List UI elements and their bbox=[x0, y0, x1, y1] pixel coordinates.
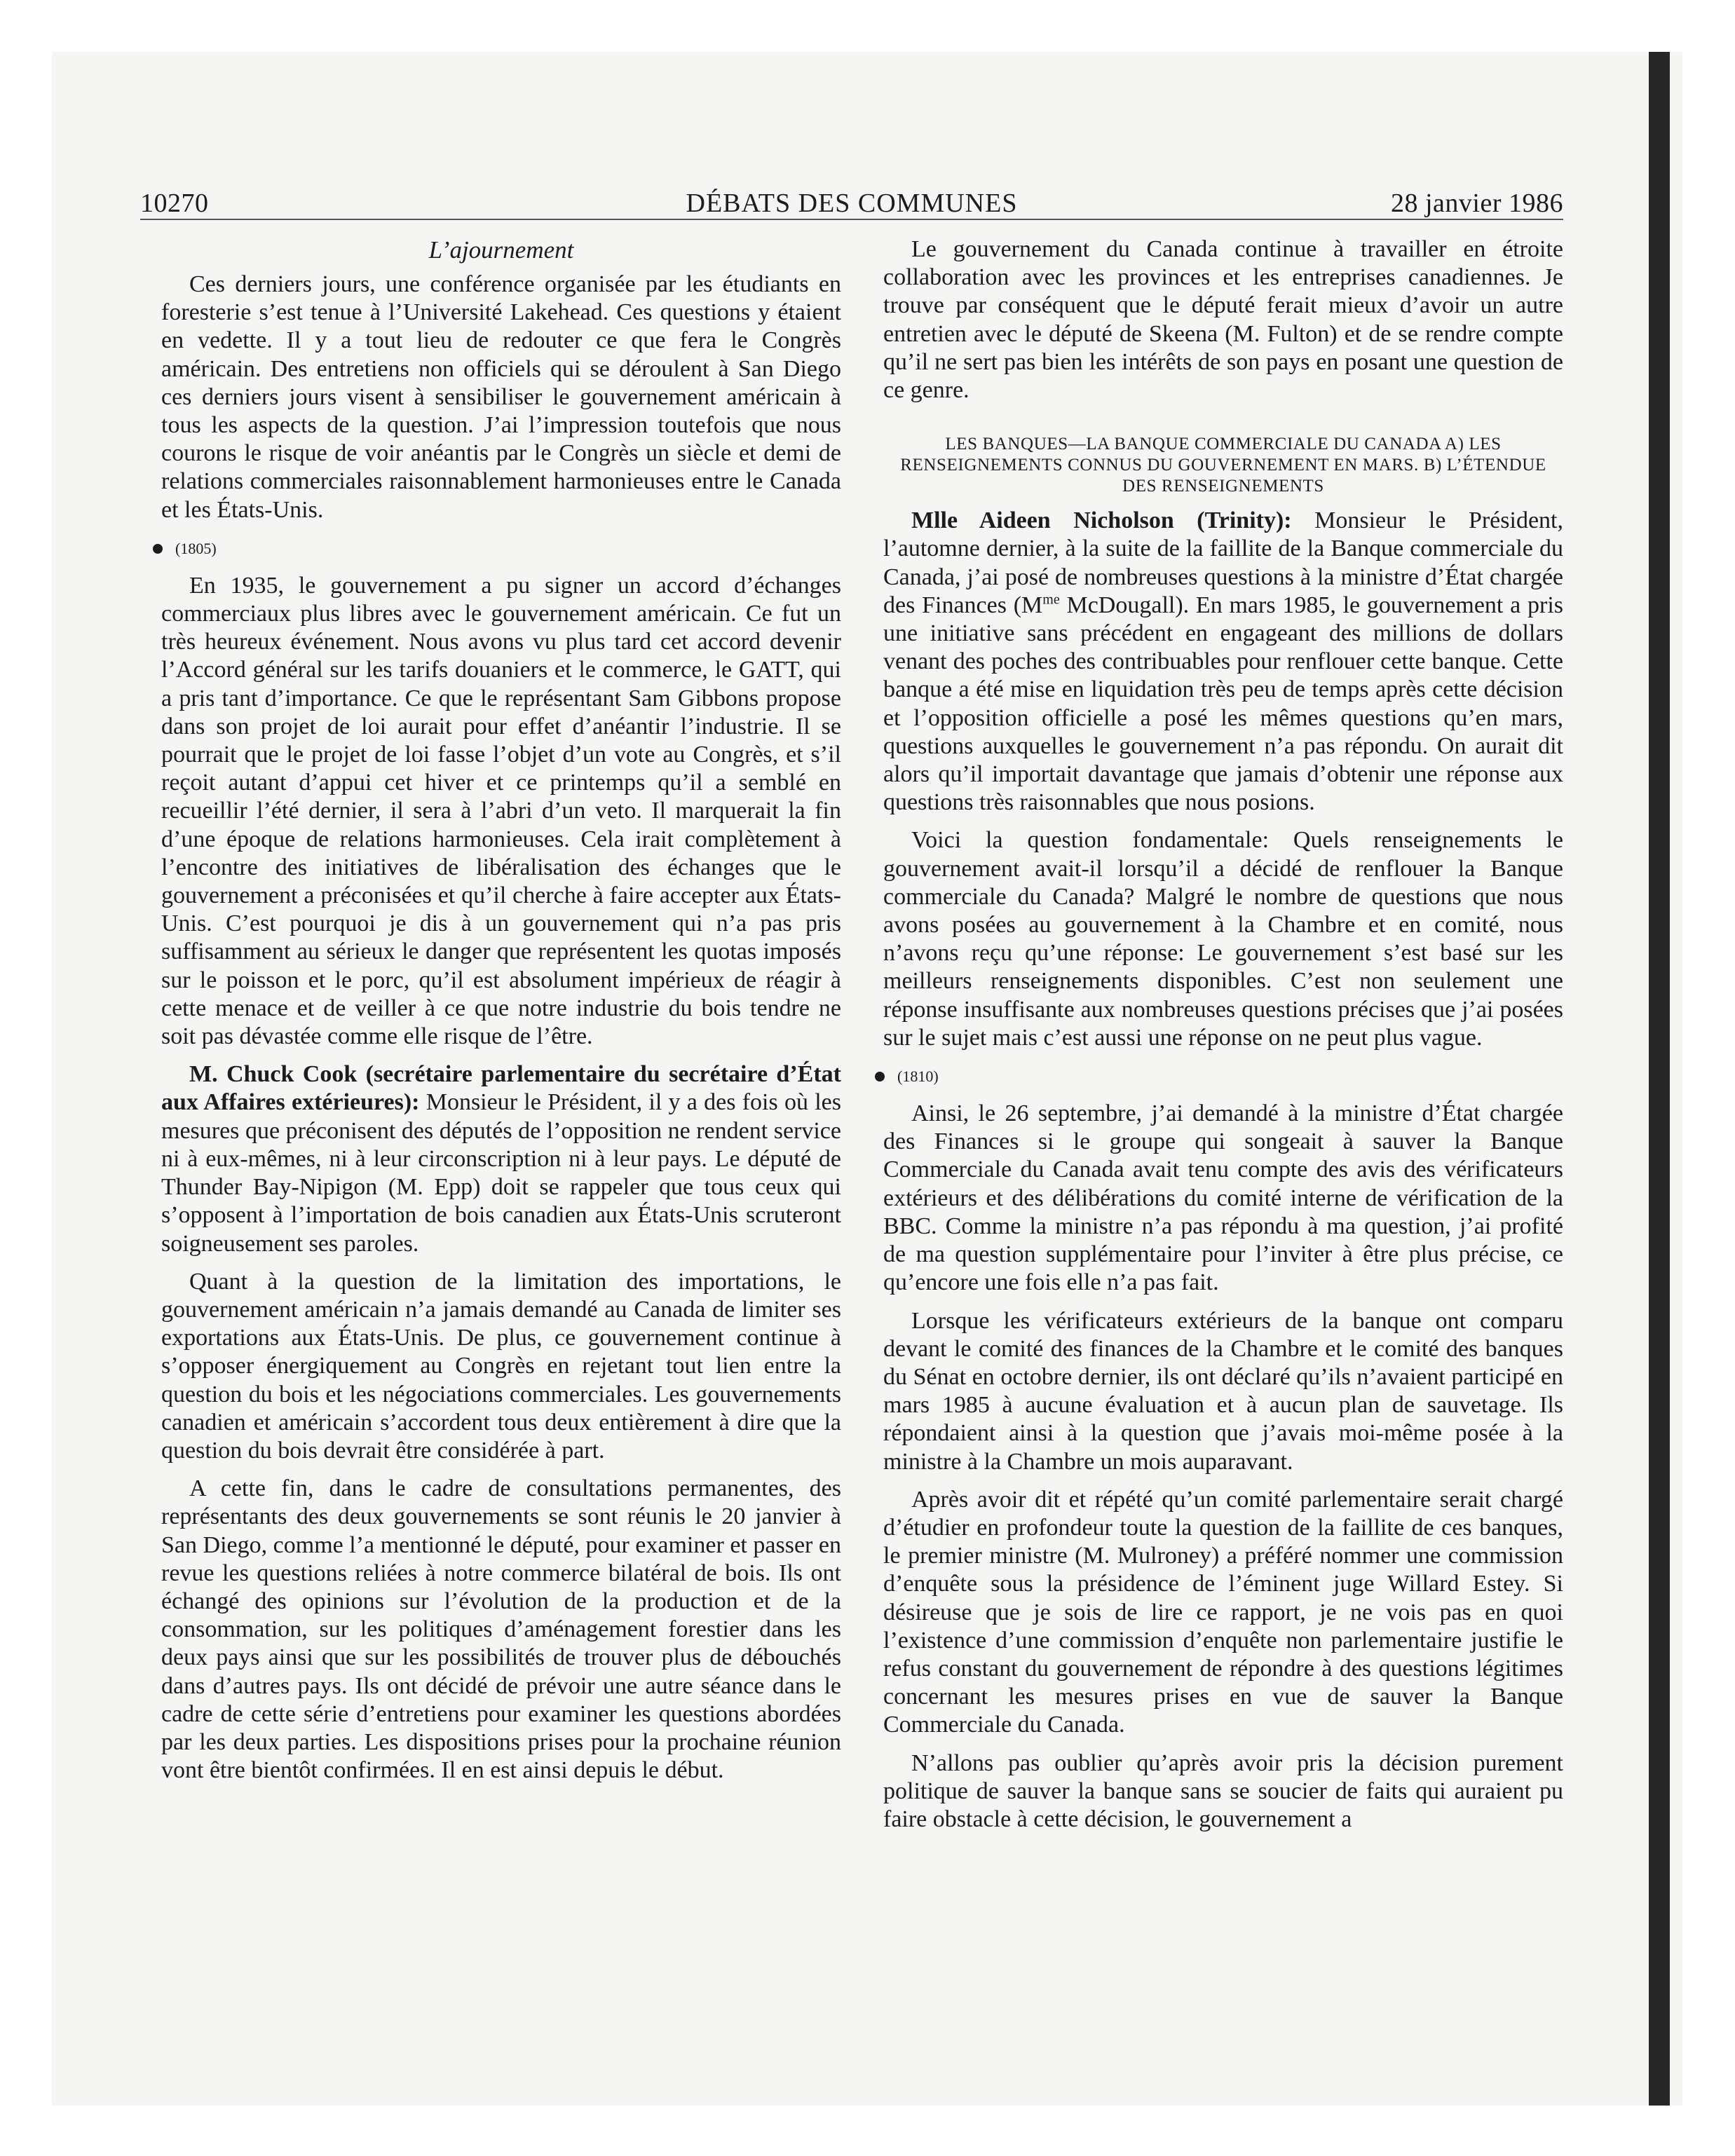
paragraph: Lorsque les vérificateurs extérieurs de la banque ont comparu devant le comité des finances de la Chambre et le comité des banques du Sénat en octobre dernier, ils ont déclaré qu’ils n’avaient participé en mars 1985 à aucune évaluation et à aucun plan de sauvetage. Ils répondaient ainsi à la question que j’avais moi-même posée à la ministre à la Chambre un mois auparavant. bbox=[883, 1307, 1563, 1475]
section-subheading: L’ajournement bbox=[428, 236, 574, 264]
paragraph: Voici la question fondamentale: Quels renseignements le gouvernement avait-il lorsqu’il a décidé de renflouer la Banque commerciale du Canada? Malgré le nombre de questions que nous avons posées au gouvernement à la Chambre et en comité, nous n’avons reçu qu’une réponse: Le gouvernement s’est basé sur les meilleurs renseignements disponibles. C’est non seulement une réponse insuffisante aux nombreuses questions précises que j’ai posées sur le sujet mais c’est aussi une réponse on ne peut plus vague. bbox=[883, 827, 1563, 1051]
speech-text-cont: McDougall). En mars 1985, le gouvernement a pris une initiative sans précédent en engageant des millions de dollars venant des poches des contribuables pour renflouer cette banque. Cette banque a été mise en liquidation très peu de temps après cette décision et l’opposition officielle a posé les mêmes questions qu’en mars, questions auxquelles le gouvernement n’a pas répondu. On aurait dit alors qu’il importait davantage que jamais d’obtenir une réponse aux questions très raisonnables que nous posions. bbox=[883, 592, 1563, 816]
page-header bbox=[140, 188, 1563, 220]
bullet-icon bbox=[875, 1072, 885, 1082]
time-marker bbox=[153, 538, 841, 559]
paragraph: A cette fin, dans le cadre de consultations permanentes, des représentants des deux gouvernements se sont réunis le 20 janvier à San Diego, comme l’a mentionné le député, pour examiner et passer en revue les questions reliées à notre commerce bilatéral de bois. Ils ont échangé des opinions sur l’évolution de la production et de la consommation, sur les politiques d’aménagement forestier dans les deux pays ainsi que sur les possibilités de trouver plus de débouchés dans d’autres pays. Ils ont décidé de prévoir une autre séance dans le cadre de cette série d’entretiens pour examiner les questions abordées par les deux parties. Les dispositions prises pour la prochaine réunion vont être bientôt confirmées. Il en est ainsi depuis le début. bbox=[161, 1475, 841, 1784]
speech-text: Monsieur le Président, l’automne dernier, à la suite de la faillite de la Banque commerciale du Canada, j’ai posé de nombreuses questions à la ministre d’État chargée des Finances (M bbox=[883, 507, 1563, 618]
journal-title: DÉBATS DES COMMUNES bbox=[686, 189, 1018, 218]
page-date: 28 janvier 1986 bbox=[1390, 189, 1563, 218]
paragraph: N’allons pas oublier qu’après avoir pris la décision purement politique de sauver la banque sans se soucier de faits qui auraient pu faire obstacle à cette décision, le gouvernement a bbox=[883, 1749, 1563, 1832]
scan-edge-bar bbox=[1649, 52, 1670, 2106]
speech-paragraph bbox=[161, 1060, 841, 1257]
speech-paragraph bbox=[883, 507, 1563, 817]
section-heading: LES BANQUES—LA BANQUE COMMERCIALE DU CANADA A) LES RENSEIGNEMENTS CONNUS DU GOUVERNEMENT EN MARS. B) L’ÉTENDUE DES RENSEIGNEMENTS bbox=[900, 435, 1546, 496]
bullet-icon bbox=[153, 544, 163, 554]
page-number: 10270 bbox=[140, 189, 209, 218]
time-marker-label: (1805) bbox=[175, 539, 217, 557]
paragraph: Le gouvernement du Canada continue à travailler en étroite collaboration avec les provinces et les entreprises canadiennes. Je trouve par conséquent que le député ferait mieux d’avoir un autre entretien avec le député de Skeena (M. Fulton) et de se rendre compte qu’il ne sert pas bien les intérêts de son pays en posant une question de ce genre. bbox=[883, 236, 1563, 404]
superscript: me bbox=[1042, 592, 1060, 608]
speaker-name: Mlle Aideen Nicholson (Trinity): bbox=[911, 507, 1292, 534]
time-marker bbox=[875, 1066, 1563, 1087]
paragraph: En 1935, le gouvernement a pu signer un accord d’échanges commerciaux plus libres avec le gouvernement américain. Ce fut un très heureux événement. Nous avons vu plus tard cet accord devenir l’Accord général sur les tarifs douaniers et le commerce, le GATT, qui a pris tant d’importance. Ce que le représentant Sam Gibbons propose dans son projet de loi aurait pour effet d’anéantir l’industrie. Il se pourrait que le projet de loi fasse l’objet d’un vote au Congrès, et s’il reçoit autant d’appui cet hiver et ce printemps qu’il a semblé en recueillir l’été dernier, il sera à l’abri d’un veto. Il marquerait la fin d’une époque de relations harmonieuses. Cela irait complètement à l’encontre des initiatives de libéralisation des échanges que le gouvernement a préconisées et qu’il cherche à faire accepter aux États-Unis. C’est pourquoi je dis à un gouvernement qui n’a pas pris suffisamment au sérieux le danger que représentent les quotas imposés sur le poisson et le porc, qu’il est absolument impérieux de réagir à cette menace et de veiller à ce que notre industrie du bois tendre ne soit pas dévastée comme elle risque de l’être. bbox=[161, 572, 841, 1050]
paragraph: Ainsi, le 26 septembre, j’ai demandé à la ministre d’État chargée des Finances si le groupe qui songeait à sauver la Banque Commerciale du Canada avait tenu compte des avis des vérificateurs extérieurs et des délibérations du comité interne de vérification de la BBC. Comme la ministre n’a pas répondu à ma question, j’ai profité de ma question supplémentaire pour l’inviter à être plus précise, ce qu’encore une fois elle n’a pas fait. bbox=[883, 1100, 1563, 1296]
header-rule bbox=[140, 219, 1563, 220]
paragraph: Après avoir dit et répété qu’un comité parlementaire serait chargé d’étudier en profondeur toute la question de la faillite de ces banques, le premier ministre (M. Mulroney) a préféré nommer une commission d’enquête sous la présidence de l’éminent juge Willard Estey. Si désireuse que je sois de lire ce rapport, je ne vois pas en quoi l’existence d’une commission d’enquête non parlementaire justifie le refus constant du gouvernement de répondre à des questions légitimes concernant les mesures prises en vue de sauver la Banque Commerciale du Canada. bbox=[883, 1486, 1563, 1738]
paragraph: Quant à la question de la limitation des importations, le gouvernement américain n’a jamais demandé au Canada de limiter ses exportations aux États-Unis. De plus, ce gouvernement continue à s’opposer énergiquement au Congrès en rejetant tout lien entre la question du bois et les négociations commerciales. Les gouvernements canadien et américain s’accordent tous deux entièrement à dire que la question du bois devrait être considérée à part. bbox=[161, 1268, 841, 1464]
speaker-name: M. Chuck Cook (secrétaire parlementaire du secrétaire d’État aux Affaires extérieures): bbox=[161, 1061, 841, 1116]
left-column bbox=[161, 236, 841, 1794]
right-column bbox=[883, 236, 1563, 1843]
paragraph: Ces derniers jours, une conférence organisée par les étudiants en foresterie s’est tenue à l’Université Lakehead. Ces questions y étaient en vedette. Il y a tout lieu de redouter ce que fera le Congrès américain. Des entretiens non officiels qui se déroulent à San Diego ces derniers jours visent à sensibiliser le gouvernement américain à tous les aspects de la question. J’ai l’impression toutefois que nous courons le risque de voir anéantis par le Congrès un siècle et demi de relations commerciales raisonnablement harmonieuses entre le Canada et les États-Unis. bbox=[161, 271, 841, 523]
time-marker-label: (1810) bbox=[897, 1067, 939, 1086]
speech-text: Monsieur le Président, il y a des fois où les mesures que préconisent des députés de l’opposition ne rendent service ni à eux-mêmes, ni à leur circonscription ni à leur pays. Le député de Thunder Bay-Nipigon (M. Epp) doit se rappeler que tous ceux qui s’opposent à l’importation de bois canadien aux États-Unis scruteront soigneusement ses paroles. bbox=[161, 1089, 841, 1257]
